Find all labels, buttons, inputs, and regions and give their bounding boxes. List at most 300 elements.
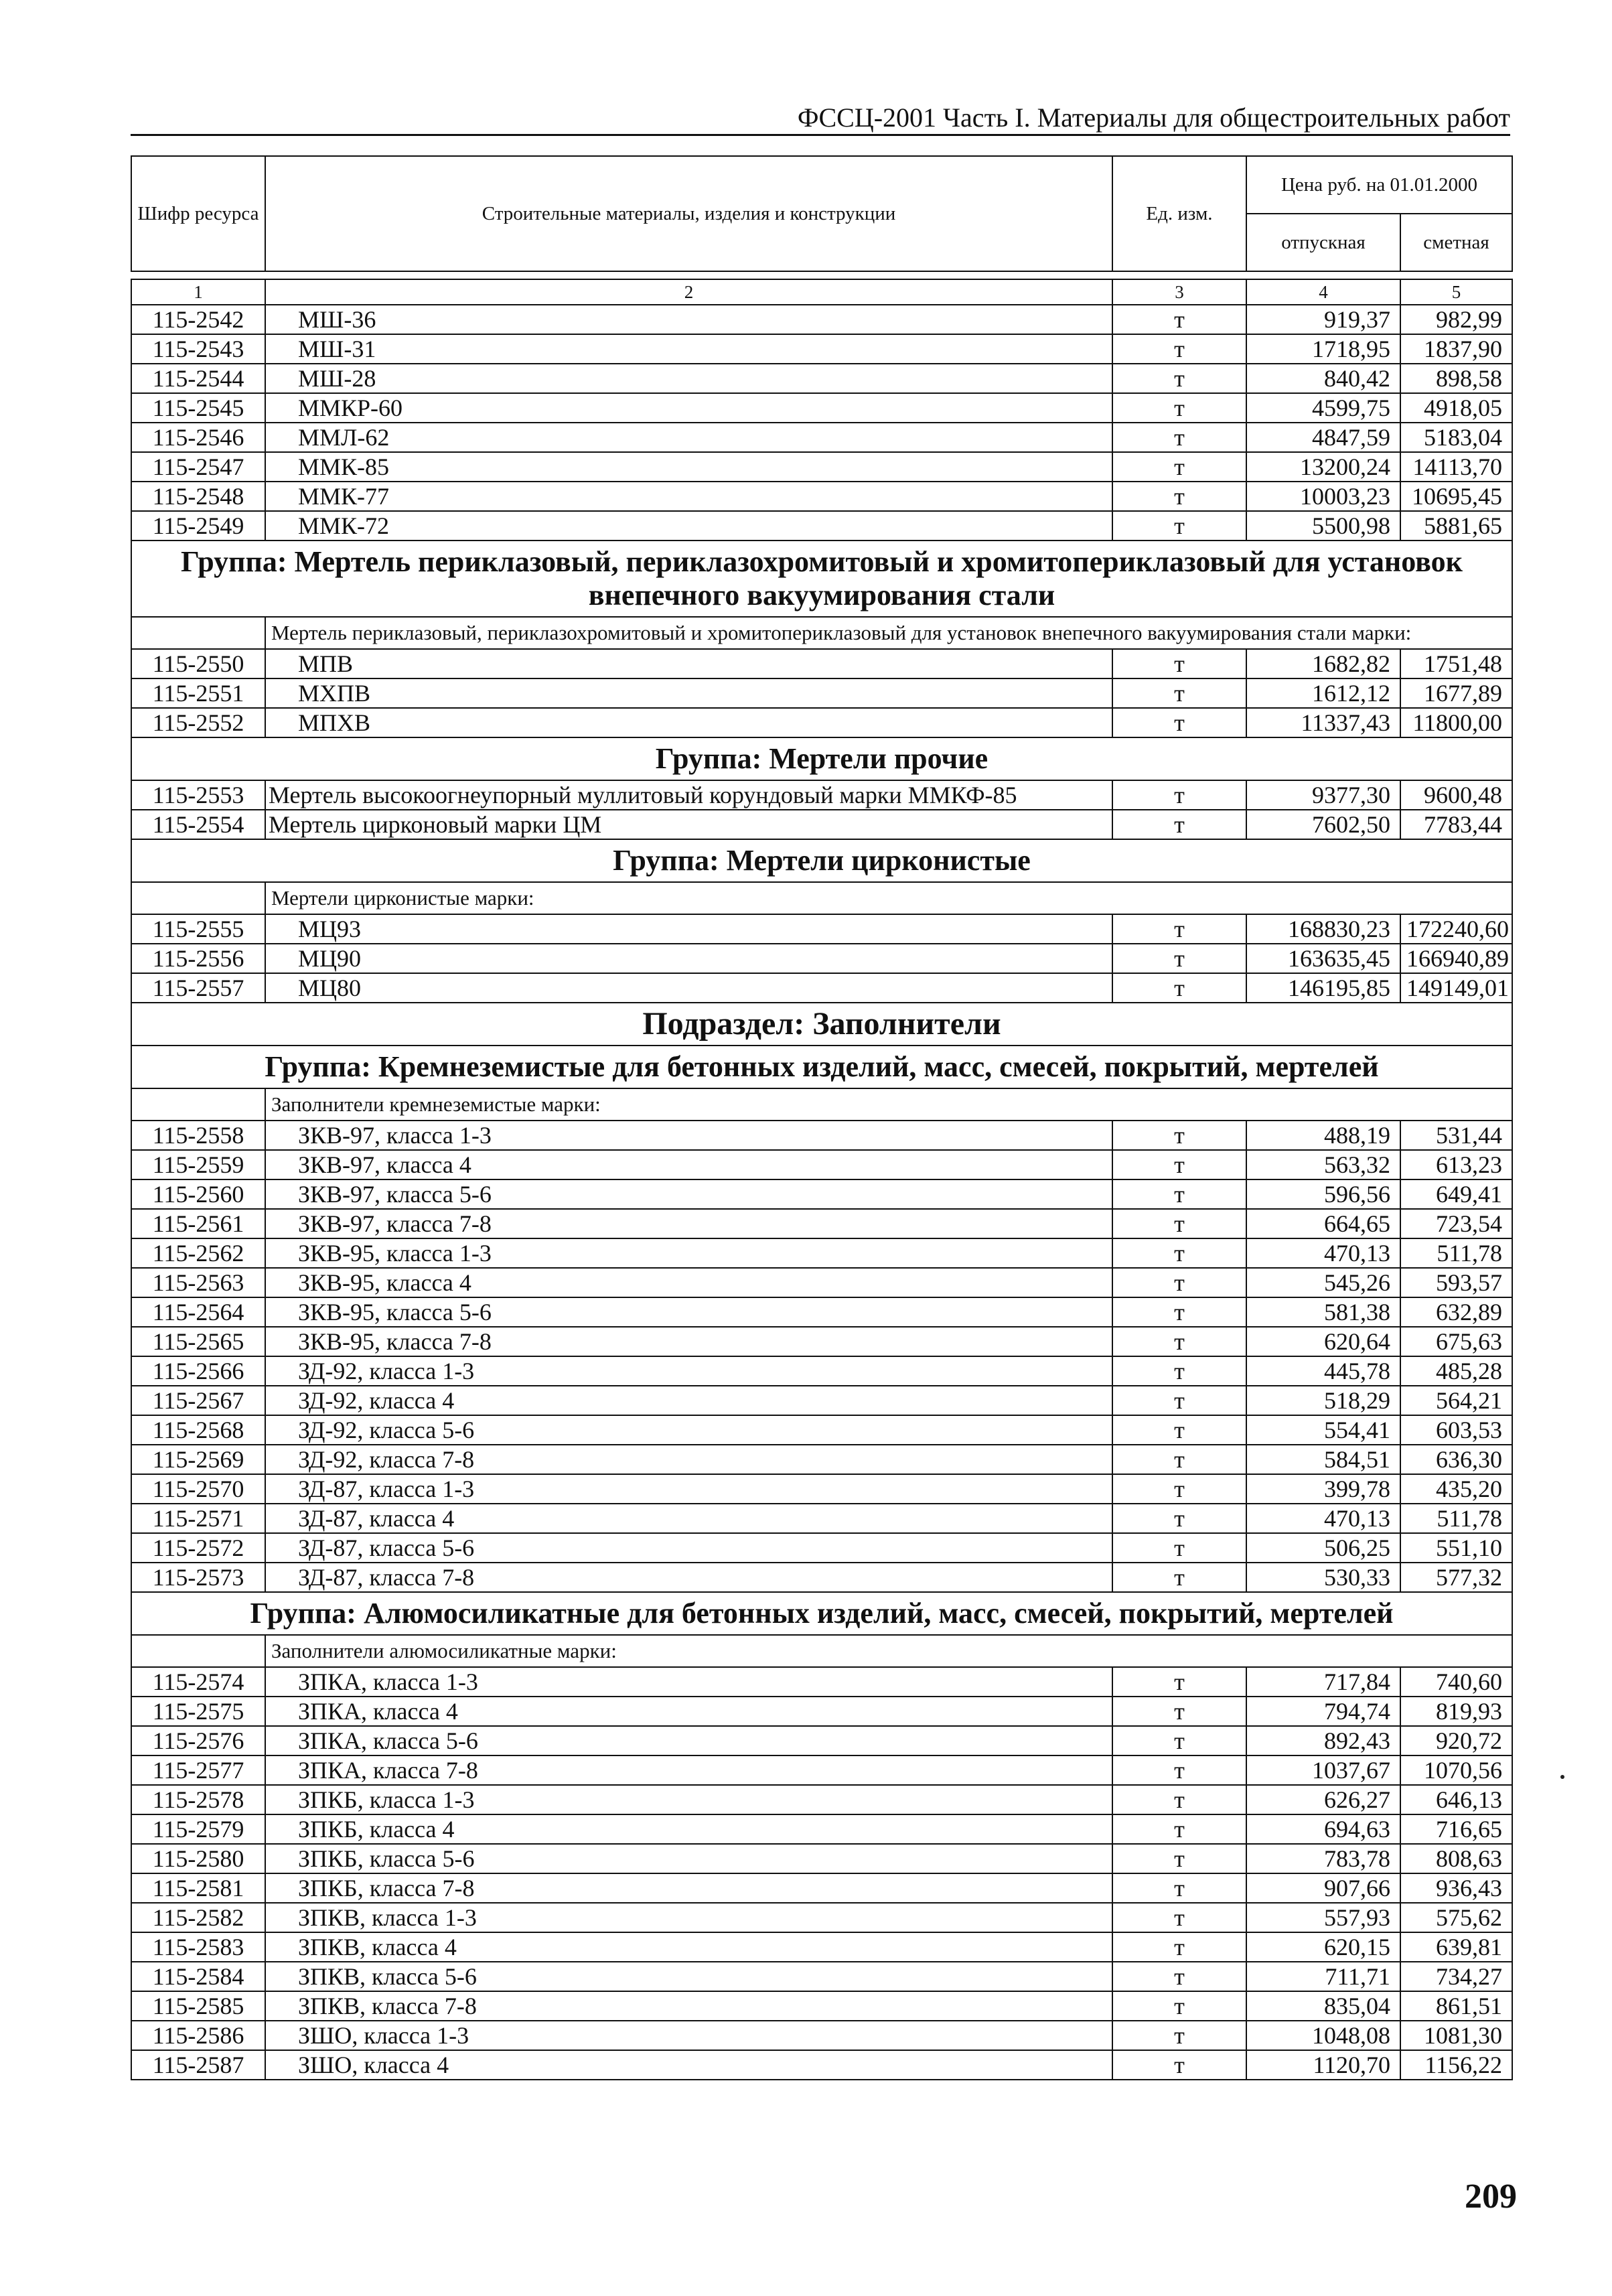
col-estimate-header: сметная [1400,214,1512,271]
resource-code: 115-2577 [131,1755,265,1785]
table-row [131,1563,1512,1592]
estimate-price: 4918,05 [1400,393,1512,423]
material-name: ЗПКВ, класса 5-6 [265,1962,1112,1991]
estimate-price: 1070,56 [1400,1755,1512,1785]
material-name: ЗКВ-95, класса 4 [265,1268,1112,1297]
table-row [131,1814,1512,1844]
material-name: ЗКВ-97, класса 5-6 [265,1179,1112,1209]
table-row [131,678,1512,708]
release-price: 835,04 [1246,1991,1400,2021]
table-row [131,1209,1512,1238]
unit-cell: т [1112,1179,1246,1209]
release-price: 919,37 [1246,305,1400,334]
table-row [131,2050,1512,2080]
release-price: 1682,82 [1246,649,1400,678]
note-blank-cell [131,882,265,914]
unit-cell: т [1112,1209,1246,1238]
material-name: ЗД-92, класса 4 [265,1386,1112,1415]
group-note-row [131,1088,1512,1121]
estimate-price: 636,30 [1400,1445,1512,1474]
table-row [131,1238,1512,1268]
estimate-price: 435,20 [1400,1474,1512,1504]
release-price: 146195,85 [1246,973,1400,1003]
material-name: ММК-85 [265,452,1112,482]
col-name-header: Строительные материалы, изделия и конструкции [265,156,1112,271]
table-row [131,334,1512,364]
unit-cell: т [1112,1150,1246,1179]
material-name: ЗПКБ, класса 1-3 [265,1785,1112,1814]
resource-code: 115-2551 [131,678,265,708]
unit-cell: т [1112,1697,1246,1726]
release-price: 563,32 [1246,1150,1400,1179]
material-name: Мертель цирконовый марки ЦМ [265,810,1112,839]
unit-cell: т [1112,1844,1246,1873]
unit-cell: т [1112,1563,1246,1592]
estimate-price: 639,81 [1400,1932,1512,1962]
resource-code: 115-2562 [131,1238,265,1268]
resource-code: 115-2560 [131,1179,265,1209]
table-row [131,1327,1512,1356]
group-title: Группа: Кремнеземистые для бетонных изделий, масс, смесей, покрытий, мертелей [131,1046,1512,1088]
table-row [131,305,1512,334]
group-title: Группа: Мертели прочие [131,737,1512,780]
unit-cell: т [1112,1386,1246,1415]
release-price: 506,25 [1246,1533,1400,1563]
resource-code: 115-2581 [131,1873,265,1903]
material-name: ЗД-87, класса 5-6 [265,1533,1112,1563]
release-price: 1048,08 [1246,2021,1400,2050]
resource-code: 115-2561 [131,1209,265,1238]
material-name: МШ-28 [265,364,1112,393]
release-price: 620,64 [1246,1327,1400,1356]
unit-cell: т [1112,511,1246,541]
table-row [131,1932,1512,1962]
group-title: Подраздел: Заполнители [131,1003,1512,1046]
release-price: 4847,59 [1246,423,1400,452]
material-name: ЗКВ-97, класса 1-3 [265,1121,1112,1150]
group-note: Заполнители алюмосиликатные марки: [265,1635,1512,1667]
material-name: ММК-72 [265,511,1112,541]
release-price: 9377,30 [1246,780,1400,810]
material-name: ЗКВ-97, класса 4 [265,1150,1112,1179]
release-price: 1718,95 [1246,334,1400,364]
material-name: ЗПКА, класса 1-3 [265,1667,1112,1697]
unit-cell: т [1112,1356,1246,1386]
estimate-price: 920,72 [1400,1726,1512,1755]
table-row [131,1755,1512,1785]
resource-code: 115-2578 [131,1785,265,1814]
table-row [131,452,1512,482]
unit-cell: т [1112,1932,1246,1962]
group-heading [131,737,1512,780]
table-row [131,393,1512,423]
resource-code: 115-2564 [131,1297,265,1327]
release-price: 445,78 [1246,1356,1400,1386]
group-heading [131,541,1512,617]
group-title: Группа: Алюмосиликатные для бетонных изделий, масс, смесей, покрытий, мертелей [131,1592,1512,1635]
group-note: Мертель периклазовый, периклазохромитовый и хромитопериклазовый для установок внепечного вакуумирования стали марки: [265,617,1512,649]
resource-code: 115-2583 [131,1932,265,1962]
material-name: ЗД-92, класса 5-6 [265,1415,1112,1445]
material-name: ЗПКА, класса 4 [265,1697,1112,1726]
unit-cell: т [1112,1297,1246,1327]
price-table [131,155,1513,2080]
resource-code: 115-2555 [131,914,265,944]
release-price: 530,33 [1246,1563,1400,1592]
estimate-price: 564,21 [1400,1386,1512,1415]
release-price: 783,78 [1246,1844,1400,1873]
release-price: 518,29 [1246,1386,1400,1415]
material-name: ЗД-92, класса 7-8 [265,1445,1112,1474]
resource-code: 115-2576 [131,1726,265,1755]
resource-code: 115-2565 [131,1327,265,1356]
material-name: ЗПКВ, класса 7-8 [265,1991,1112,2021]
group-note-row [131,617,1512,649]
table-row [131,1504,1512,1533]
table-row [131,1445,1512,1474]
resource-code: 115-2548 [131,482,265,511]
estimate-price: 5881,65 [1400,511,1512,541]
header-gap [131,271,1512,279]
material-name: ММК-77 [265,482,1112,511]
table-row [131,1667,1512,1697]
release-price: 399,78 [1246,1474,1400,1504]
group-heading [131,1592,1512,1635]
table-row [131,2021,1512,2050]
unit-cell: т [1112,708,1246,737]
release-price: 694,63 [1246,1814,1400,1844]
material-name: МПВ [265,649,1112,678]
table-row [131,1785,1512,1814]
table-row [131,944,1512,973]
resource-code: 115-2546 [131,423,265,452]
release-price: 13200,24 [1246,452,1400,482]
table-row [131,810,1512,839]
resource-code: 115-2553 [131,780,265,810]
unit-cell: т [1112,1268,1246,1297]
estimate-price: 936,43 [1400,1873,1512,1903]
note-blank-cell [131,617,265,649]
estimate-price: 149149,01 [1400,973,1512,1003]
col-number-2: 2 [265,279,1112,305]
resource-code: 115-2542 [131,305,265,334]
table-row [131,1533,1512,1563]
estimate-price: 531,44 [1400,1121,1512,1150]
table-row [131,1962,1512,1991]
release-price: 620,15 [1246,1932,1400,1962]
material-name: ЗД-87, класса 4 [265,1504,1112,1533]
resource-code: 115-2550 [131,649,265,678]
page-number: 209 [1465,2177,1517,2216]
unit-cell: т [1112,678,1246,708]
unit-cell: т [1112,2021,1246,2050]
unit-cell: т [1112,1755,1246,1785]
release-price: 554,41 [1246,1415,1400,1445]
material-name: МПХВ [265,708,1112,737]
resource-code: 115-2571 [131,1504,265,1533]
subsection-heading [131,1003,1512,1046]
release-price: 907,66 [1246,1873,1400,1903]
estimate-price: 808,63 [1400,1844,1512,1873]
release-price: 626,27 [1246,1785,1400,1814]
material-name: МХПВ [265,678,1112,708]
estimate-price: 819,93 [1400,1697,1512,1726]
resource-code: 115-2570 [131,1474,265,1504]
page-header [131,102,1510,136]
release-price: 596,56 [1246,1179,1400,1209]
material-name: ЗКВ-95, класса 7-8 [265,1327,1112,1356]
release-price: 581,38 [1246,1297,1400,1327]
table-row [131,1844,1512,1873]
unit-cell: т [1112,305,1246,334]
estimate-price: 5183,04 [1400,423,1512,452]
table-row [131,423,1512,452]
unit-cell: т [1112,649,1246,678]
table-row [131,1991,1512,2021]
table-row [131,1121,1512,1150]
unit-cell: т [1112,393,1246,423]
estimate-price: 603,53 [1400,1415,1512,1445]
table-row [131,1268,1512,1297]
group-heading [131,1046,1512,1088]
unit-cell: т [1112,973,1246,1003]
material-name: ММКР-60 [265,393,1112,423]
unit-cell: т [1112,1121,1246,1150]
release-price: 1037,67 [1246,1755,1400,1785]
table-row [131,649,1512,678]
material-name: ЗШО, класса 1-3 [265,2021,1112,2050]
col-number-1: 1 [131,279,265,305]
col-price-header: Цена руб. на 01.01.2000 [1246,156,1512,214]
estimate-price: 1081,30 [1400,2021,1512,2050]
resource-code: 115-2585 [131,1991,265,2021]
estimate-price: 861,51 [1400,1991,1512,2021]
unit-cell: т [1112,914,1246,944]
estimate-price: 7783,44 [1400,810,1512,839]
unit-cell: т [1112,1533,1246,1563]
table-row [131,1726,1512,1755]
table-row [131,511,1512,541]
material-name: ЗД-87, класса 7-8 [265,1563,1112,1592]
release-price: 4599,75 [1246,393,1400,423]
unit-cell: т [1112,1903,1246,1932]
resource-code: 115-2586 [131,2021,265,2050]
resource-code: 115-2552 [131,708,265,737]
resource-code: 115-2572 [131,1533,265,1563]
material-name: МЦ80 [265,973,1112,1003]
table-row [131,973,1512,1003]
unit-cell: т [1112,1726,1246,1755]
material-name: ЗПКБ, класса 7-8 [265,1873,1112,1903]
unit-cell: т [1112,1474,1246,1504]
estimate-price: 485,28 [1400,1356,1512,1386]
table-head [131,156,1512,305]
release-price: 711,71 [1246,1962,1400,1991]
resource-code: 115-2556 [131,944,265,973]
table-row [131,1415,1512,1445]
estimate-price: 716,65 [1400,1814,1512,1844]
unit-cell: т [1112,1962,1246,1991]
unit-cell: т [1112,780,1246,810]
table-row [131,364,1512,393]
release-price: 892,43 [1246,1726,1400,1755]
col-number-5: 5 [1400,279,1512,305]
material-name: МШ-31 [265,334,1112,364]
table-row [131,1474,1512,1504]
resource-code: 115-2580 [131,1844,265,1873]
resource-code: 115-2579 [131,1814,265,1844]
table-row [131,1150,1512,1179]
resource-code: 115-2574 [131,1667,265,1697]
table-row [131,482,1512,511]
price-table-wrap [131,155,1512,2080]
table-row [131,708,1512,737]
table-row [131,1697,1512,1726]
unit-cell: т [1112,2050,1246,2080]
resource-code: 115-2575 [131,1697,265,1726]
resource-code: 115-2582 [131,1903,265,1932]
material-name: ЗПКБ, класса 5-6 [265,1844,1112,1873]
estimate-price: 1677,89 [1400,678,1512,708]
table-row [131,1873,1512,1903]
resource-code: 115-2543 [131,334,265,364]
group-note: Заполнители кремнеземистые марки: [265,1088,1512,1121]
material-name: МЦ90 [265,944,1112,973]
material-name: ЗКВ-95, класса 5-6 [265,1297,1112,1327]
material-name: МЦ93 [265,914,1112,944]
estimate-price: 1156,22 [1400,2050,1512,2080]
unit-cell: т [1112,364,1246,393]
col-number-4: 4 [1246,279,1400,305]
release-price: 1612,12 [1246,678,1400,708]
unit-cell: т [1112,944,1246,973]
table-body [131,305,1512,2080]
resource-code: 115-2544 [131,364,265,393]
release-price: 1120,70 [1246,2050,1400,2080]
estimate-price: 10695,45 [1400,482,1512,511]
table-row [131,1386,1512,1415]
estimate-price: 898,58 [1400,364,1512,393]
unit-cell: т [1112,1238,1246,1268]
unit-cell: т [1112,1785,1246,1814]
estimate-price: 740,60 [1400,1667,1512,1697]
table-row [131,1356,1512,1386]
group-heading [131,839,1512,882]
note-blank-cell [131,1088,265,1121]
release-price: 840,42 [1246,364,1400,393]
resource-code: 115-2547 [131,452,265,482]
resource-code: 115-2557 [131,973,265,1003]
group-note-row [131,882,1512,914]
material-name: ММЛ-62 [265,423,1112,452]
estimate-price: 723,54 [1400,1209,1512,1238]
unit-cell: т [1112,1415,1246,1445]
material-name: ЗШО, класса 4 [265,2050,1112,2080]
material-name: МШ-36 [265,305,1112,334]
col-code-header: Шифр ресурса [131,156,265,271]
material-name: Мертель высокоогнеупорный муллитовый корундовый марки ММКФ-85 [265,780,1112,810]
material-name: ЗКВ-95, класса 1-3 [265,1238,1112,1268]
resource-code: 115-2584 [131,1962,265,1991]
material-name: ЗПКВ, класса 1-3 [265,1903,1112,1932]
estimate-price: 1837,90 [1400,334,1512,364]
unit-cell: т [1112,1667,1246,1697]
resource-code: 115-2568 [131,1415,265,1445]
estimate-price: 632,89 [1400,1297,1512,1327]
unit-cell: т [1112,1504,1246,1533]
estimate-price: 14113,70 [1400,452,1512,482]
estimate-price: 166940,89 [1400,944,1512,973]
estimate-price: 593,57 [1400,1268,1512,1297]
estimate-price: 575,62 [1400,1903,1512,1932]
release-price: 584,51 [1246,1445,1400,1474]
table-row [131,1179,1512,1209]
estimate-price: 511,78 [1400,1504,1512,1533]
material-name: ЗД-87, класса 1-3 [265,1474,1112,1504]
table-row [131,914,1512,944]
release-price: 664,65 [1246,1209,1400,1238]
release-price: 11337,43 [1246,708,1400,737]
col-unit-header: Ед. изм. [1112,156,1246,271]
material-name: ЗПКА, класса 5-6 [265,1726,1112,1755]
unit-cell: т [1112,334,1246,364]
unit-cell: т [1112,1445,1246,1474]
unit-cell: т [1112,482,1246,511]
group-note: Мертели цирконистые марки: [265,882,1512,914]
estimate-price: 649,41 [1400,1179,1512,1209]
resource-code: 115-2573 [131,1563,265,1592]
resource-code: 115-2587 [131,2050,265,2080]
estimate-price: 646,13 [1400,1785,1512,1814]
estimate-price: 11800,00 [1400,708,1512,737]
estimate-price: 982,99 [1400,305,1512,334]
resource-code: 115-2569 [131,1445,265,1474]
estimate-price: 577,32 [1400,1563,1512,1592]
resource-code: 115-2545 [131,393,265,423]
scan-speck [1560,1775,1564,1779]
release-price: 7602,50 [1246,810,1400,839]
unit-cell: т [1112,1873,1246,1903]
unit-cell: т [1112,423,1246,452]
estimate-price: 172240,60 [1400,914,1512,944]
material-name: ЗПКВ, класса 4 [265,1932,1112,1962]
release-price: 470,13 [1246,1504,1400,1533]
release-price: 488,19 [1246,1121,1400,1150]
unit-cell: т [1112,452,1246,482]
resource-code: 115-2567 [131,1386,265,1415]
group-note-row [131,1635,1512,1667]
unit-cell: т [1112,1991,1246,2021]
resource-code: 115-2563 [131,1268,265,1297]
resource-code: 115-2558 [131,1121,265,1150]
resource-code: 115-2554 [131,810,265,839]
estimate-price: 613,23 [1400,1150,1512,1179]
resource-code: 115-2566 [131,1356,265,1386]
material-name: ЗКВ-97, класса 7-8 [265,1209,1112,1238]
release-price: 10003,23 [1246,482,1400,511]
resource-code: 115-2559 [131,1150,265,1179]
material-name: ЗПКБ, класса 4 [265,1814,1112,1844]
col-number-3: 3 [1112,279,1246,305]
unit-cell: т [1112,1327,1246,1356]
group-title: Группа: Мертели цирконистые [131,839,1512,882]
unit-cell: т [1112,1814,1246,1844]
table-row [131,1903,1512,1932]
estimate-price: 675,63 [1400,1327,1512,1356]
material-name: ЗД-92, класса 1-3 [265,1356,1112,1386]
note-blank-cell [131,1635,265,1667]
estimate-price: 1751,48 [1400,649,1512,678]
